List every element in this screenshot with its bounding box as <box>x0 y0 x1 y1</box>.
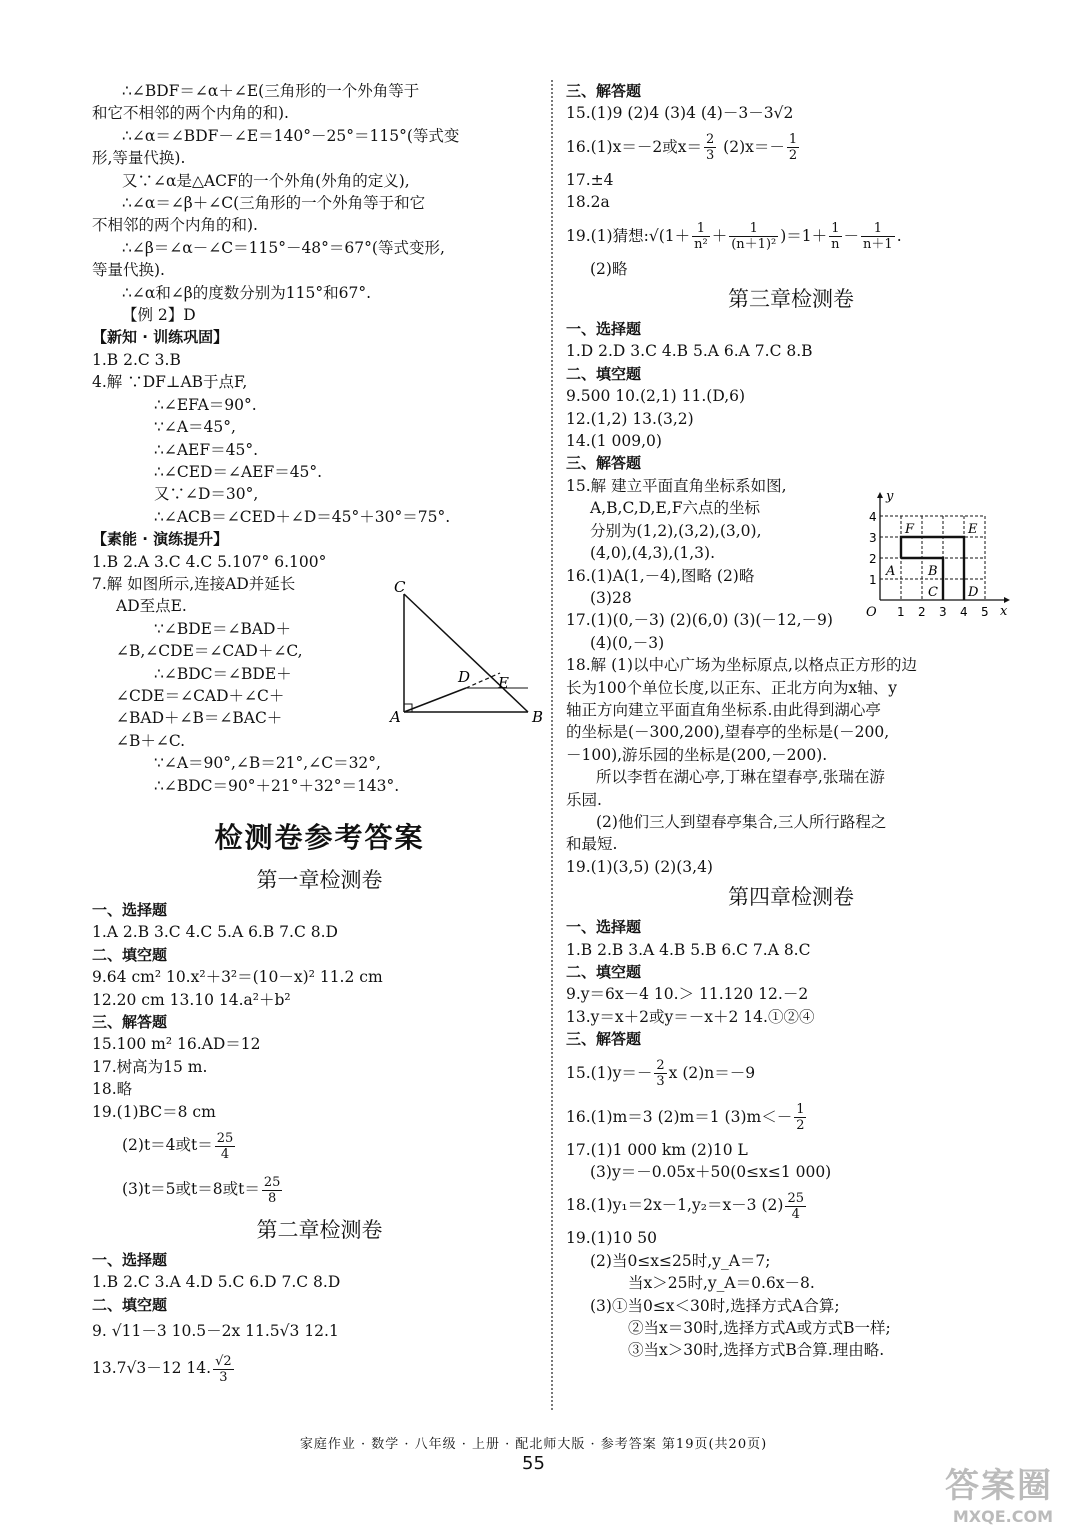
answer-line: (2)略 <box>590 259 628 278</box>
left-column <box>92 80 547 1390</box>
section-heading: 一、选择题 <box>92 901 168 919</box>
test-answers-title: 检测卷参考答案 <box>214 821 425 854</box>
suneng-section-title: 【素能 · 演练提升】 <box>92 530 229 549</box>
answer-line: 18.略 <box>92 1080 133 1099</box>
y-axis-label: y <box>886 490 894 504</box>
answer-text: )＝1＋ <box>780 226 828 245</box>
denominator: 2 <box>796 1118 805 1134</box>
section-heading: 二、填空题 <box>566 364 642 383</box>
numerator: 1 <box>788 132 798 148</box>
denominator: 3 <box>219 1369 228 1385</box>
answer-line <box>566 1183 1016 1227</box>
answer-line: 17.(1)(0,－3) (2)(6,0) (3)(－12,－9) <box>566 611 833 630</box>
fraction <box>692 221 710 252</box>
section-heading: 二、填空题 <box>92 945 168 964</box>
answer-line: ∠CDE＝∠CAD＋∠C＋ <box>116 686 285 705</box>
answer-line: ∠BAD＋∠B＝∠BAC＋ <box>116 709 283 728</box>
answer-text: x (2)n＝－9 <box>668 1063 756 1082</box>
section-heading: 一、选择题 <box>92 1251 168 1270</box>
answer-line <box>566 1051 1016 1095</box>
numerator: 2 <box>656 1058 665 1074</box>
answer-line: 16.(1)A(1,－4),图略 (2)略 <box>566 566 755 585</box>
answer-line: ∠B,∠CDE＝∠CAD＋∠C, <box>116 642 303 661</box>
numerator: 25 <box>216 1130 234 1146</box>
answer-text: (2)t＝4或t＝ <box>122 1136 213 1155</box>
segment-ad <box>404 688 466 712</box>
answer-line: 18.解 (1)以中心广场为坐标原点,以格点正方形的边 <box>566 656 917 675</box>
answer-line: ∴∠AEF＝45°. <box>154 440 259 459</box>
y-tick: 1 <box>869 573 877 587</box>
answer-line: 9.64 cm² 10.x²＋3²＝(10－x)² 11.2 cm <box>92 968 383 987</box>
answer-line: (2)他们三人到望春亭集合,三人所行路程之 <box>596 812 887 831</box>
answer-line: ∵∠A＝90°,∠B＝21°,∠C＝32°, <box>154 754 381 773</box>
answer-line: 1.A 2.B 3.C 4.C 5.A 6.B 7.C 8.D <box>92 923 338 942</box>
answer-line: (4)(0,－3) <box>590 633 665 652</box>
fraction <box>213 1354 234 1385</box>
answer-line: 1.D 2.D 3.C 4.B 5.A 6.A 7.C 8.B <box>566 342 813 361</box>
answer-line: 当x＞25时,y_A＝0.6x－8. <box>628 1274 815 1293</box>
proof-line: 不相邻的两个内角的和). <box>92 216 258 235</box>
answer-line: A,B,C,D,E,F六点的坐标 <box>590 499 760 518</box>
answer-text: 19.(1)猜想:√(1＋ <box>566 226 691 245</box>
page-footer: 家庭作业 · 数学 · 八年级 · 上册 · 配北师大版 · 参考答案 第19页(共20页) <box>299 1437 768 1452</box>
answer-line: 19.(1)(3,5) (2)(3,4) <box>566 857 713 876</box>
answer-line: 乐园. <box>566 790 602 809</box>
fraction <box>654 1058 666 1089</box>
answer-line: (3)28 <box>590 588 632 607</box>
point-label-c: C <box>928 585 938 600</box>
answer-line <box>92 1346 547 1390</box>
y-tick: 3 <box>869 531 877 545</box>
answer-line: (2)当0≤x≤25时,y_A＝7; <box>590 1251 771 1270</box>
coordinate-grid-figure <box>862 490 1012 620</box>
proof-line: ∴∠β＝∠α－∠C＝115°－48°＝67°(等式变形, <box>122 238 445 257</box>
answer-line: ∴∠ACB＝∠CED＋∠D＝45°＋30°＝75°. <box>154 507 451 526</box>
answer-line: 分别为(1,2),(3,2),(3,0), <box>590 521 762 540</box>
answer-text: 16.(1)m＝3 (2)m＝1 (3)m＜－ <box>566 1107 793 1126</box>
answer-line: (3)y＝－0.05x＋50(0≤x≤1 000) <box>590 1163 832 1182</box>
site-watermark <box>945 1458 1053 1526</box>
answer-line: 1.B 2.C 3.B <box>92 350 181 369</box>
y-tick: 2 <box>869 552 877 566</box>
answer-text: 13.7√3－12 14. <box>92 1359 212 1378</box>
section-heading: 三、解答题 <box>566 82 642 100</box>
answer-line: 17.±4 <box>566 170 614 189</box>
answer-line: 1.B 2.B 3.A 4.B 5.B 6.C 7.A 8.C <box>566 940 811 959</box>
fraction <box>704 132 716 163</box>
answer-line: 12.(1,2) 13.(3,2) <box>566 409 694 428</box>
answer-line: 9. √11－3 10.5－2x 11.5√3 12.1 <box>92 1322 339 1341</box>
numerator: 1 <box>829 221 841 237</box>
answer-text: 16.(1)x＝－2或x＝ <box>566 137 702 156</box>
y-axis-arrow <box>877 492 883 498</box>
numerator: 25 <box>787 1190 804 1206</box>
answer-line: 15.100 m² 16.AD＝12 <box>92 1035 261 1054</box>
denominator: 4 <box>220 1146 230 1162</box>
answer-line: 长为100个单位长度,以正东、正北方向为x轴、y <box>566 678 898 697</box>
chapter3-title: 第三章检测卷 <box>728 287 854 312</box>
answer-line: 12.20 cm 13.10 14.a²＋b² <box>92 990 291 1009</box>
answer-line <box>566 214 1016 258</box>
answer-line: 19.(1)10 50 <box>566 1229 657 1248</box>
fraction <box>787 132 799 163</box>
answer-line: 轴正方向建立平面直角坐标系.由此得到湖心亭 <box>566 700 881 719</box>
proof-line: 和它不相邻的两个内角的和). <box>92 104 289 123</box>
answer-line: ∵∠BDE＝∠BAD＋ <box>154 619 291 638</box>
section-heading: 三、解答题 <box>566 1030 642 1049</box>
origin-label: O <box>866 605 877 620</box>
answer-line: (4,0),(4,3),(1,3). <box>590 544 716 563</box>
answer-line: 14.(1 009,0) <box>566 432 662 451</box>
fraction <box>215 1131 236 1162</box>
answer-line <box>566 125 1016 169</box>
section-heading: 一、选择题 <box>566 918 642 937</box>
section-heading: 三、解答题 <box>566 454 642 473</box>
answer-line: 15.解 建立平面直角坐标系如图, <box>566 476 787 495</box>
answer-line: 17.树高为15 m. <box>92 1057 208 1076</box>
denominator: (n＋1)² <box>731 237 777 253</box>
answer-text: － <box>843 226 860 245</box>
answer-line: 7.解 如图所示,连接AD并延长 <box>92 574 296 593</box>
answer-text: (2)x＝－ <box>718 137 785 156</box>
denominator: 3 <box>705 148 715 164</box>
proof-line: ∴∠BDF＝∠α＋∠E(三角形的一个外角等于 <box>122 82 420 100</box>
answer-text: 15.(1)y＝－ <box>566 1063 653 1082</box>
answer-text: . <box>896 226 902 245</box>
label-d: D <box>458 668 471 686</box>
answer-text: 18.(1)y₁＝2x－1,y₂＝x－3 (2) <box>566 1196 784 1215</box>
denominator: n² <box>694 237 708 253</box>
proof-line: ∴∠α＝∠BDF－∠E＝140°－25°＝115°(等式变 <box>122 126 460 145</box>
answer-line: ∠B＋∠C. <box>116 731 186 750</box>
x-tick: 2 <box>918 605 926 619</box>
watermark-url: MXQE.COM <box>952 1507 1053 1526</box>
answer-line: 9.y＝6x－4 10.＞ 11.120 12.－2 <box>566 985 809 1004</box>
chapter1-title: 第一章检测卷 <box>256 868 383 892</box>
answer-text: (3)t＝5或t＝8或t＝ <box>122 1180 260 1199</box>
answer-line: ∴∠CED＝∠AEF＝45°. <box>154 462 323 481</box>
answer-line: 13.y＝x＋2或y＝－x＋2 14.①②④ <box>566 1007 815 1026</box>
answer-line: ∴∠BDC＝90°＋21°＋32°＝143°. <box>154 776 400 795</box>
chapter4-title: 第四章检测卷 <box>728 885 854 910</box>
y-tick: 4 <box>869 510 877 524</box>
point-label-e: E <box>968 522 978 537</box>
proof-line: 等量代换). <box>92 261 165 280</box>
numerator: 1 <box>692 221 710 237</box>
label-c: C <box>394 580 406 596</box>
answer-line: 和最短. <box>566 835 618 854</box>
answer-line: 又∵∠D＝30°, <box>154 485 259 504</box>
numerator: 1 <box>861 221 895 237</box>
proof-line: 形,等量代换). <box>92 149 186 168</box>
right-column <box>566 80 1016 1362</box>
answer-line: －100),游乐园的坐标是(200,－200). <box>566 745 828 764</box>
watermark-logo-text: 答案圈 <box>945 1466 1053 1506</box>
fraction <box>785 1191 806 1222</box>
answer-line: (3)①当0≤x＜30时,选择方式A合算; <box>590 1296 840 1315</box>
answer-line: 所以李哲在湖心亭,丁琳在望春亭,张瑞在游 <box>596 768 885 787</box>
denominator: 2 <box>788 148 798 164</box>
answer-line <box>566 1095 1016 1139</box>
fraction <box>829 221 841 252</box>
proof-line: ∴∠α＝∠β＋∠C(三角形的一个外角等于和它 <box>122 194 426 213</box>
example-2-answer: 【例 2】D <box>122 306 196 325</box>
numerator: 25 <box>263 1174 281 1190</box>
answer-line: ②当x＝30时,选择方式A或方式B一样; <box>628 1319 891 1338</box>
numerator: √2 <box>215 1353 232 1369</box>
answer-line: 15.(1)9 (2)4 (3)4 (4)－3－3√2 <box>566 104 794 123</box>
denominator: 8 <box>268 1190 277 1206</box>
fraction <box>861 221 895 252</box>
fraction <box>729 221 778 252</box>
answer-line: AD至点E. <box>116 597 187 616</box>
label-a: A <box>390 708 401 726</box>
proof-line: 又∵∠α是△ACF的一个外角(外角的定义), <box>122 171 410 190</box>
denominator: n＋1 <box>863 237 893 253</box>
section-heading: 三、解答题 <box>92 1013 168 1032</box>
point-label-a: A <box>886 564 896 579</box>
answer-line: ③当x＞30时,选择方式B合算.理由略. <box>628 1341 885 1360</box>
proof-line: ∴∠α和∠β的度数分别为115°和67°. <box>122 283 371 302</box>
denominator: 3 <box>656 1074 665 1090</box>
side-cb <box>404 594 528 712</box>
answer-line: 9.500 10.(2,1) 11.(D,6) <box>566 387 746 406</box>
x-axis-arrow <box>1004 597 1010 603</box>
denominator: 4 <box>791 1206 800 1222</box>
column-divider <box>551 80 553 1410</box>
numerator: 1 <box>796 1102 805 1118</box>
answer-line: 4.解 ∵DF⊥AB于点F, <box>92 373 248 392</box>
answer-line: 的坐标是(－300,200),望春亭的坐标是(－200, <box>566 723 890 742</box>
answer-line: 17.(1)1 000 km (2)10 L <box>566 1140 748 1159</box>
xinzhi-section-title: 【新知 · 训练巩固】 <box>92 328 229 347</box>
point-label-b: B <box>928 564 938 579</box>
section-heading: 二、填空题 <box>92 1295 168 1314</box>
answer-line: 18.2a <box>566 193 610 212</box>
label-b: B <box>532 708 544 726</box>
x-tick: 3 <box>939 605 947 619</box>
label-e: E <box>498 674 509 692</box>
answer-line <box>92 1167 547 1211</box>
denominator: n <box>831 237 840 253</box>
triangle-figure <box>388 580 548 730</box>
chapter2-title: 第二章检测卷 <box>256 1218 383 1243</box>
answer-line <box>92 1123 547 1167</box>
answer-line: 1.B 2.A 3.C 4.C 5.107° 6.100° <box>92 552 327 571</box>
answer-line: ∵∠A＝45°, <box>154 418 236 437</box>
answer-line: ∴∠EFA＝90°. <box>154 395 257 414</box>
section-heading: 二、填空题 <box>566 963 642 981</box>
answer-line: ∴∠BDC＝∠BDE＋ <box>154 664 292 683</box>
numerator: 2 <box>705 132 715 148</box>
fraction <box>794 1102 806 1133</box>
answer-line: 1.B 2.C 3.A 4.D 5.C 6.D 7.C 8.D <box>92 1273 341 1292</box>
answer-line: 19.(1)BC＝8 cm <box>92 1102 216 1121</box>
answer-text: ＋ <box>711 226 728 245</box>
x-axis-label: x <box>1000 604 1008 619</box>
numerator: 1 <box>729 221 778 237</box>
x-tick: 4 <box>960 605 968 619</box>
x-tick: 5 <box>981 605 989 619</box>
section-heading: 一、选择题 <box>566 320 642 339</box>
x-tick: 1 <box>897 605 905 619</box>
fraction <box>262 1175 283 1206</box>
point-label-f: F <box>905 522 915 537</box>
page-number: 55 <box>522 1453 545 1474</box>
point-label-d: D <box>968 585 979 600</box>
